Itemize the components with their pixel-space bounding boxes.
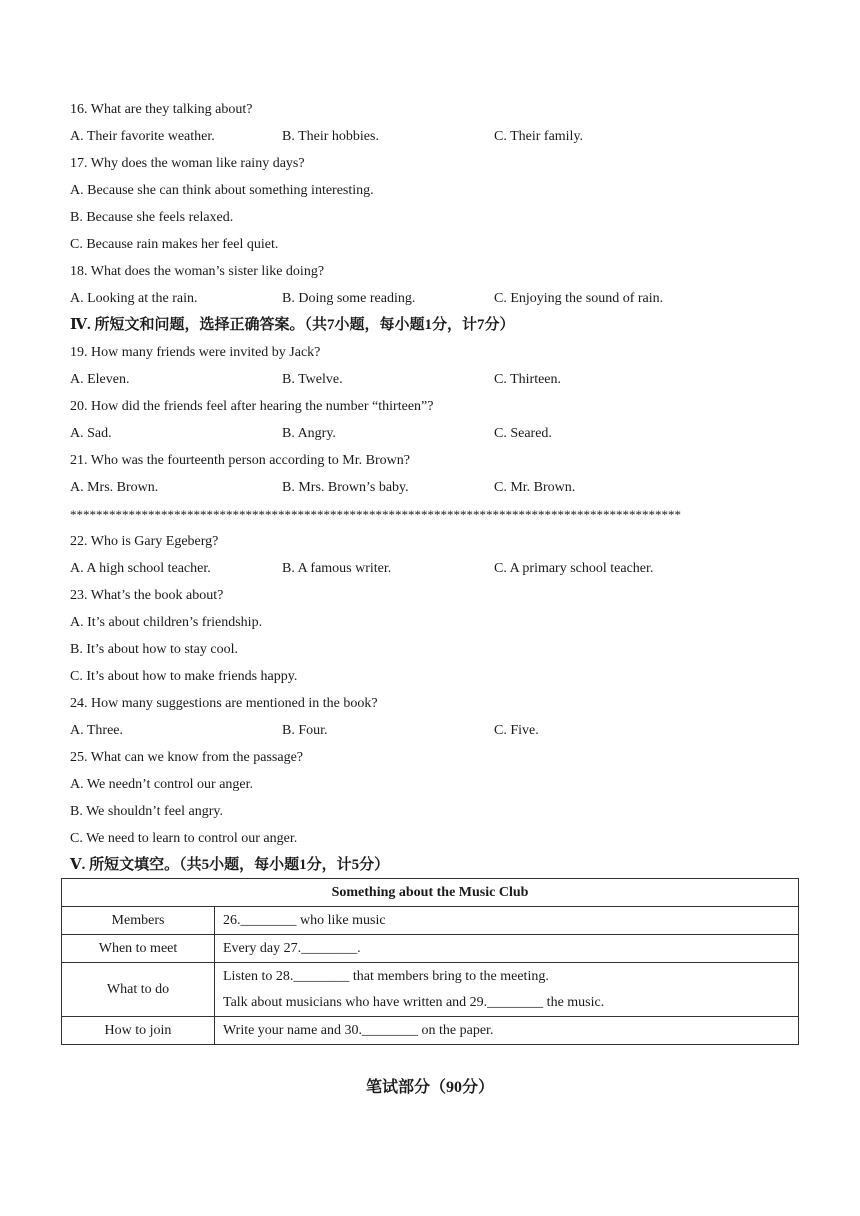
question-16: [70, 96, 800, 123]
option-b: B. Their hobbies.: [282, 129, 379, 144]
question-stem: 21. Who was the fourteenth person according to Mr. Brown?: [70, 453, 410, 468]
option-a: A. A high school teacher.: [70, 561, 211, 576]
question-24: [70, 690, 800, 717]
option-b: B. A famous writer.: [282, 561, 392, 576]
question-stem: 24. How many suggestions are mentioned in the book?: [70, 696, 378, 711]
question-20: [70, 393, 800, 420]
question-16-options: [70, 123, 800, 150]
row-key: Members: [62, 907, 215, 935]
row-value: Every day 27.________.: [215, 935, 799, 963]
question-23: [70, 582, 800, 609]
option-a: A. Looking at the rain.: [70, 291, 198, 306]
row-value-line: Talk about musicians who have written and 29.________ the music.: [223, 994, 605, 1010]
option-c: C. We need to learn to control our anger.: [70, 831, 298, 846]
option-a: A. Mrs. Brown.: [70, 480, 159, 495]
question-18-options: [70, 285, 800, 312]
row-key: How to join: [62, 1017, 215, 1045]
question-stem: 17. Why does the woman like rainy days?: [70, 156, 305, 171]
option-b: B. Twelve.: [282, 372, 343, 387]
option-a: A. It’s about children’s friendship.: [70, 615, 263, 630]
question-19: [70, 339, 800, 366]
option-b: B. Angry.: [282, 426, 336, 441]
separator-line: **********************************************************************************************: [70, 507, 681, 522]
question-19-options: [70, 366, 800, 393]
table-row: [62, 907, 799, 935]
question-22: [70, 528, 800, 555]
option-b: B. Because she feels relaxed.: [70, 210, 234, 225]
question-25: [70, 744, 800, 771]
option-c: C. Enjoying the sound of rain.: [494, 291, 664, 306]
option-c: C. A primary school teacher.: [494, 561, 654, 576]
question-stem: 23. What’s the book about?: [70, 588, 224, 603]
option-b: B. Four.: [282, 723, 328, 738]
written-part-heading: 笔试部分（90分）: [365, 1079, 494, 1096]
question-stem: 18. What does the woman’s sister like doing?: [70, 264, 325, 279]
table-title: Something about the Music Club: [62, 879, 799, 907]
option-c: C. Their family.: [494, 129, 584, 144]
question-stem: 19. How many friends were invited by Jack?: [70, 345, 321, 360]
question-21: [70, 447, 800, 474]
row-value: 26.________ who like music: [215, 907, 799, 935]
question-18: [70, 258, 800, 285]
option-c: C. Mr. Brown.: [494, 480, 576, 495]
option-a: A. Their favorite weather.: [70, 129, 215, 144]
question-stem: 22. Who is Gary Egeberg?: [70, 534, 219, 549]
table-row: [62, 935, 799, 963]
row-key: When to meet: [62, 935, 215, 963]
question-stem: 20. How did the friends feel after hearing the number “thirteen”?: [70, 399, 434, 414]
table-row: [62, 963, 799, 1017]
question-stem: 25. What can we know from the passage?: [70, 750, 303, 765]
section-5-heading: Ⅴ. 所短文填空。（共5小题，每小题1分，计5分）: [70, 857, 390, 873]
row-key: What to do: [62, 963, 215, 1017]
music-club-table: [61, 878, 799, 1045]
option-b: B. We shouldn’t feel angry.: [70, 804, 223, 819]
section-4-heading: Ⅳ. 所短文和问题，选择正确答案。（共7小题，每小题1分，计7分）: [70, 317, 515, 333]
option-a: A. Eleven.: [70, 372, 130, 387]
question-22-options: [70, 555, 800, 582]
option-b: B. It’s about how to stay cool.: [70, 642, 238, 657]
listening-questions: [70, 96, 800, 879]
row-value-line: Listen to 28.________ that members bring to the meeting.: [223, 968, 549, 984]
row-value: Write your name and 30.________ on the paper.: [215, 1017, 799, 1045]
option-c: C. It’s about how to make friends happy.: [70, 669, 298, 684]
option-a: A. Sad.: [70, 426, 112, 441]
option-b: B. Doing some reading.: [282, 291, 416, 306]
option-c: C. Because rain makes her feel quiet.: [70, 237, 279, 252]
question-24-options: [70, 717, 800, 744]
row-value: [215, 963, 799, 1017]
option-c: C. Thirteen.: [494, 372, 562, 387]
option-c: C. Seared.: [494, 426, 552, 441]
question-21-options: [70, 474, 800, 501]
option-b: B. Mrs. Brown’s baby.: [282, 480, 409, 495]
option-a: A. We needn’t control our anger.: [70, 777, 254, 792]
table-row: [62, 1017, 799, 1045]
question-17: [70, 150, 800, 177]
option-a: A. Three.: [70, 723, 123, 738]
option-c: C. Five.: [494, 723, 539, 738]
option-a: A. Because she can think about something interesting.: [70, 183, 374, 198]
question-stem: 16. What are they talking about?: [70, 102, 253, 117]
question-20-options: [70, 420, 800, 447]
